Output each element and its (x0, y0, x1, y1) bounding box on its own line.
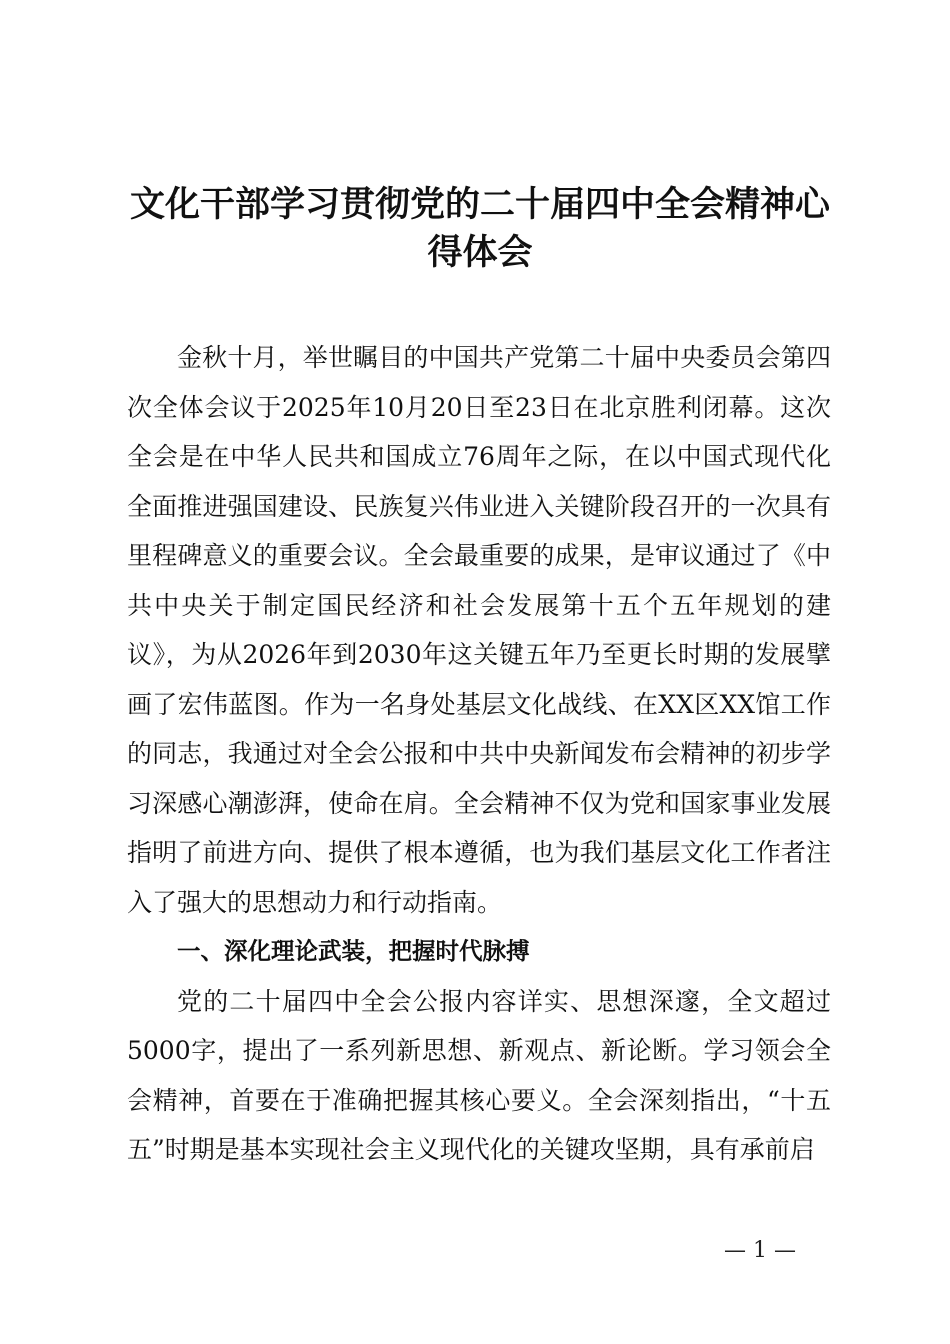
section-heading-1: 一、深化理论武装，把握时代脉搏 (177, 937, 530, 965)
intro-paragraph: 金秋十月，举世瞩目的中国共产党第二十届中央委员会第四次全体会议于2025年10月20日至23日在北京胜利闭幕。这次全会是在中华人民共和国成立76周年之际，在以中国式现代化全面推进强国建设、民族复兴伟业进入关键阶段召开的一次具有里程碑意义的重要会议。全会最重要的成果，是审议通过了《中共中央关于制定国民经济和社会发展第十五个五年规划的建议》，为从2026年到2030年这关键五年乃至更长时期的发展擘画了宏伟蓝图。作为一名身处基层文化战线、在XX区XX馆工作的同志，我通过对全会公报和中共中央新闻发布会精神的初步学习深感心潮澎湃，使命在肩。全会精神不仅为党和国家事业发展指明了前进方向、提供了根本遵循，也为我们基层文化工作者注入了强大的思想动力和行动指南。 (127, 343, 831, 917)
section-1-paragraph: 党的二十届四中全会公报内容详实、思想深邃，全文超过5000字，提出了一系列新思想、新观点、新论断。学习领会全会精神，首要在于准确把握其核心要义。全会深刻指出，“十五五”时期是基本实现社会主义现代化的关键攻坚期，具有承前启 (127, 986, 831, 1164)
document-body (127, 333, 831, 1175)
page-title: 文化干部学习贯彻党的二十届四中全会精神心得体会 (129, 185, 830, 273)
page-number: — 1 — (724, 1238, 796, 1263)
